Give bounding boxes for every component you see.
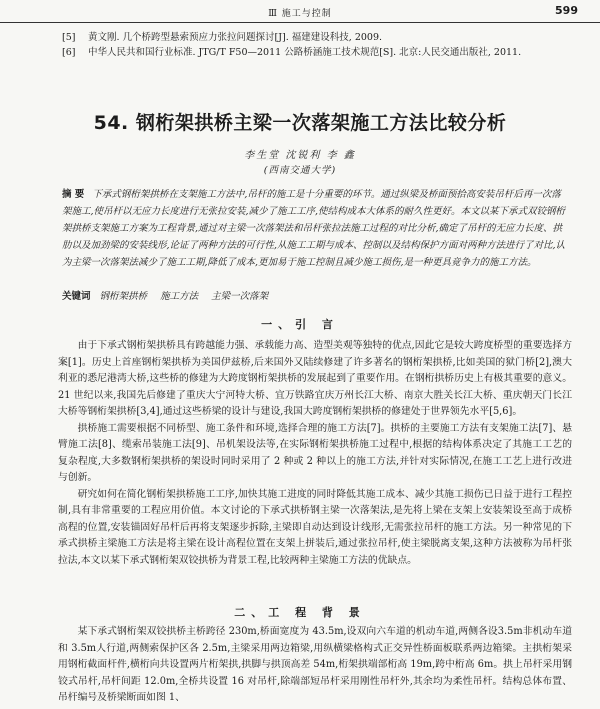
reference-number: [5]	[62, 32, 76, 43]
page-number: 599	[555, 4, 578, 17]
running-header	[0, 0, 600, 23]
section-heading-introduction: 一、引 言	[261, 318, 339, 331]
section-heading-background: 二、工 程 背 景	[234, 606, 366, 619]
keyword: 主梁一次落架	[211, 291, 269, 302]
abstract-label: 摘 要	[62, 189, 85, 200]
abstract	[62, 186, 570, 271]
reference-number: [6]	[62, 47, 76, 58]
reference-item	[62, 30, 572, 45]
reference-list	[62, 30, 572, 60]
keywords	[62, 288, 570, 302]
paragraph: 由于下承式钢桁架拱桥具有跨越能力强、承载能力高、造型美观等独特的优点,因此它是较大跨度桥型的重要选择方案[1]。历史上首座钢桁架拱桥为美国伊兹桥,后来国外又陆续修建了许多著名的钢桁架拱桥,比如美国的狱门桥[2],澳大利亚的悉尼港湾大桥,这些桥的修建为大跨度钢桁架拱桥的发展起到了重要作用。在钢桁拱桥历史上有极其重要的意义。21 世纪以来,我国先后修建了重庆大宁河特大桥、宜万铁路宜庆万州长江大桥、南京大胜关长江大桥、重庆朝天门长江大桥等钢桁架拱桥[3,4],通过这些桥梁的设计与建设,我国大跨度钢桁架拱桥的修建处于世界领先水平[5,6]。	[58, 340, 572, 417]
section-body-background	[58, 624, 572, 707]
abstract-text: 下承式钢桁架拱桥在支架施工方法中,吊杆的施工是十分重要的环节。通过纵梁及桥面预拾高安装吊杆后再一次落架施工,使吊杆以无应力长度进行无张拉安装,减少了施工工序,使结构成本大体系的耐久性更好。本文以某下承式双铰钢桁架拱桥支架施工方案为工程背景,通过对主梁一次落架法和吊杆张拉法施工过程的对比分析,确定了吊杆的无应力长度、拱肋以及加劲梁的安装线形,论证了两种方法的可行性,从施工工期与成本、控制以及结构保护方面对两种方法进行了对比,认为主梁一次落架法减少了施工工期,降低了成本,更加易于施工控制且减少施工损伤,是一种更具竞争力的施工方法。	[62, 189, 566, 268]
keyword: 钢桁架拱桥	[99, 291, 148, 302]
section-body-introduction	[58, 338, 572, 569]
keywords-label: 关键词	[62, 291, 91, 302]
reference-text: 黄文刚. 几个桥跨型悬索预应力张拉问题探讨[J]. 福建建设科技, 2009.	[88, 32, 383, 43]
article-authors: 李生堂 沈锐利 李 鑫	[244, 150, 356, 161]
paragraph: 某下承式钢桁架双铰拱桥主桥跨径 230m,桥面宽度为 43.5m,设双向六车道的机动车道,两侧各设3.5m非机动车道和 3.5m人行道,两侧索保护区各 2.5m,主梁采用两边箱梁,用纵横梁格构式正交异性桥面板联系两边箱梁。主拱桁架采用钢桁截面杆件,横桁向共设置两片桁架拱,拱脚与拱顶高差 54m,桁架拱端部桁高 19m,跨中桁高 6m。拱上吊杆采用钢铰式吊杆,吊杆间距 12.0m,全桥共设置 16 对吊杆,除端部短吊杆采用刚性吊杆外,其余均为柔性吊杆。结构总体布置、吊杆编号及桥梁断面如图 1、	[58, 626, 572, 703]
reference-item	[62, 45, 572, 60]
article-affiliation: (西南交通大学)	[263, 165, 337, 176]
article-title: 54. 钢桁架拱桥主梁一次落架施工方法比较分析	[93, 112, 507, 134]
reference-text: 中华人民共和国行业标准. JTG/T F50—2011 公路桥涵施工技术规范[S]. 北京:人民交通出版社, 2011.	[88, 47, 522, 58]
running-header-section: Ⅲ 施工与控制	[268, 9, 332, 19]
keyword: 施工方法	[160, 291, 199, 302]
paragraph: 研究如何在简化钢桁架拱桥施工工序,加快其施工进度的同时降低其施工成本、减少其施工损伤已日益于进行工程控制,具有非常重要的工程应用价值。本文讨论的下承式拱桥钢主梁一次落架法,是先将上梁在支架上安装架设至高于成桥高程的位置,安装锚固好吊杆后再将支架逐步拆除,主梁即自动达到设计线形,无需张拉吊杆的施工方法。另一种常见的下承式拱桥主梁施工方法是将主梁在设计高程位置在支架上拼装后,通过张拉吊杆,使主梁脱离支架,这种方法被称为吊杆张拉法,本文以某下承式钢桁架双铰拱桥为背景工程,比较两种主梁施工方法的优缺点。	[58, 488, 572, 566]
paragraph: 拱桥施工需要根据不同桥型、施工条件和环境,选择合理的施工方法[7]。拱桥的主要施工方法有支架施工法[7]、悬臂施工法[8]、缆索吊装施工法[9]、吊机架设法等,在实际钢桁架拱桥施工过程中,根据的结构体系决定了其施工工艺的复杂程度,大多数钢桁架拱桥的架设时同时采用了 2 种或 2 种以上的施工方法,并针对实际情况,在施工工艺上进行改进与创新。	[58, 422, 572, 483]
